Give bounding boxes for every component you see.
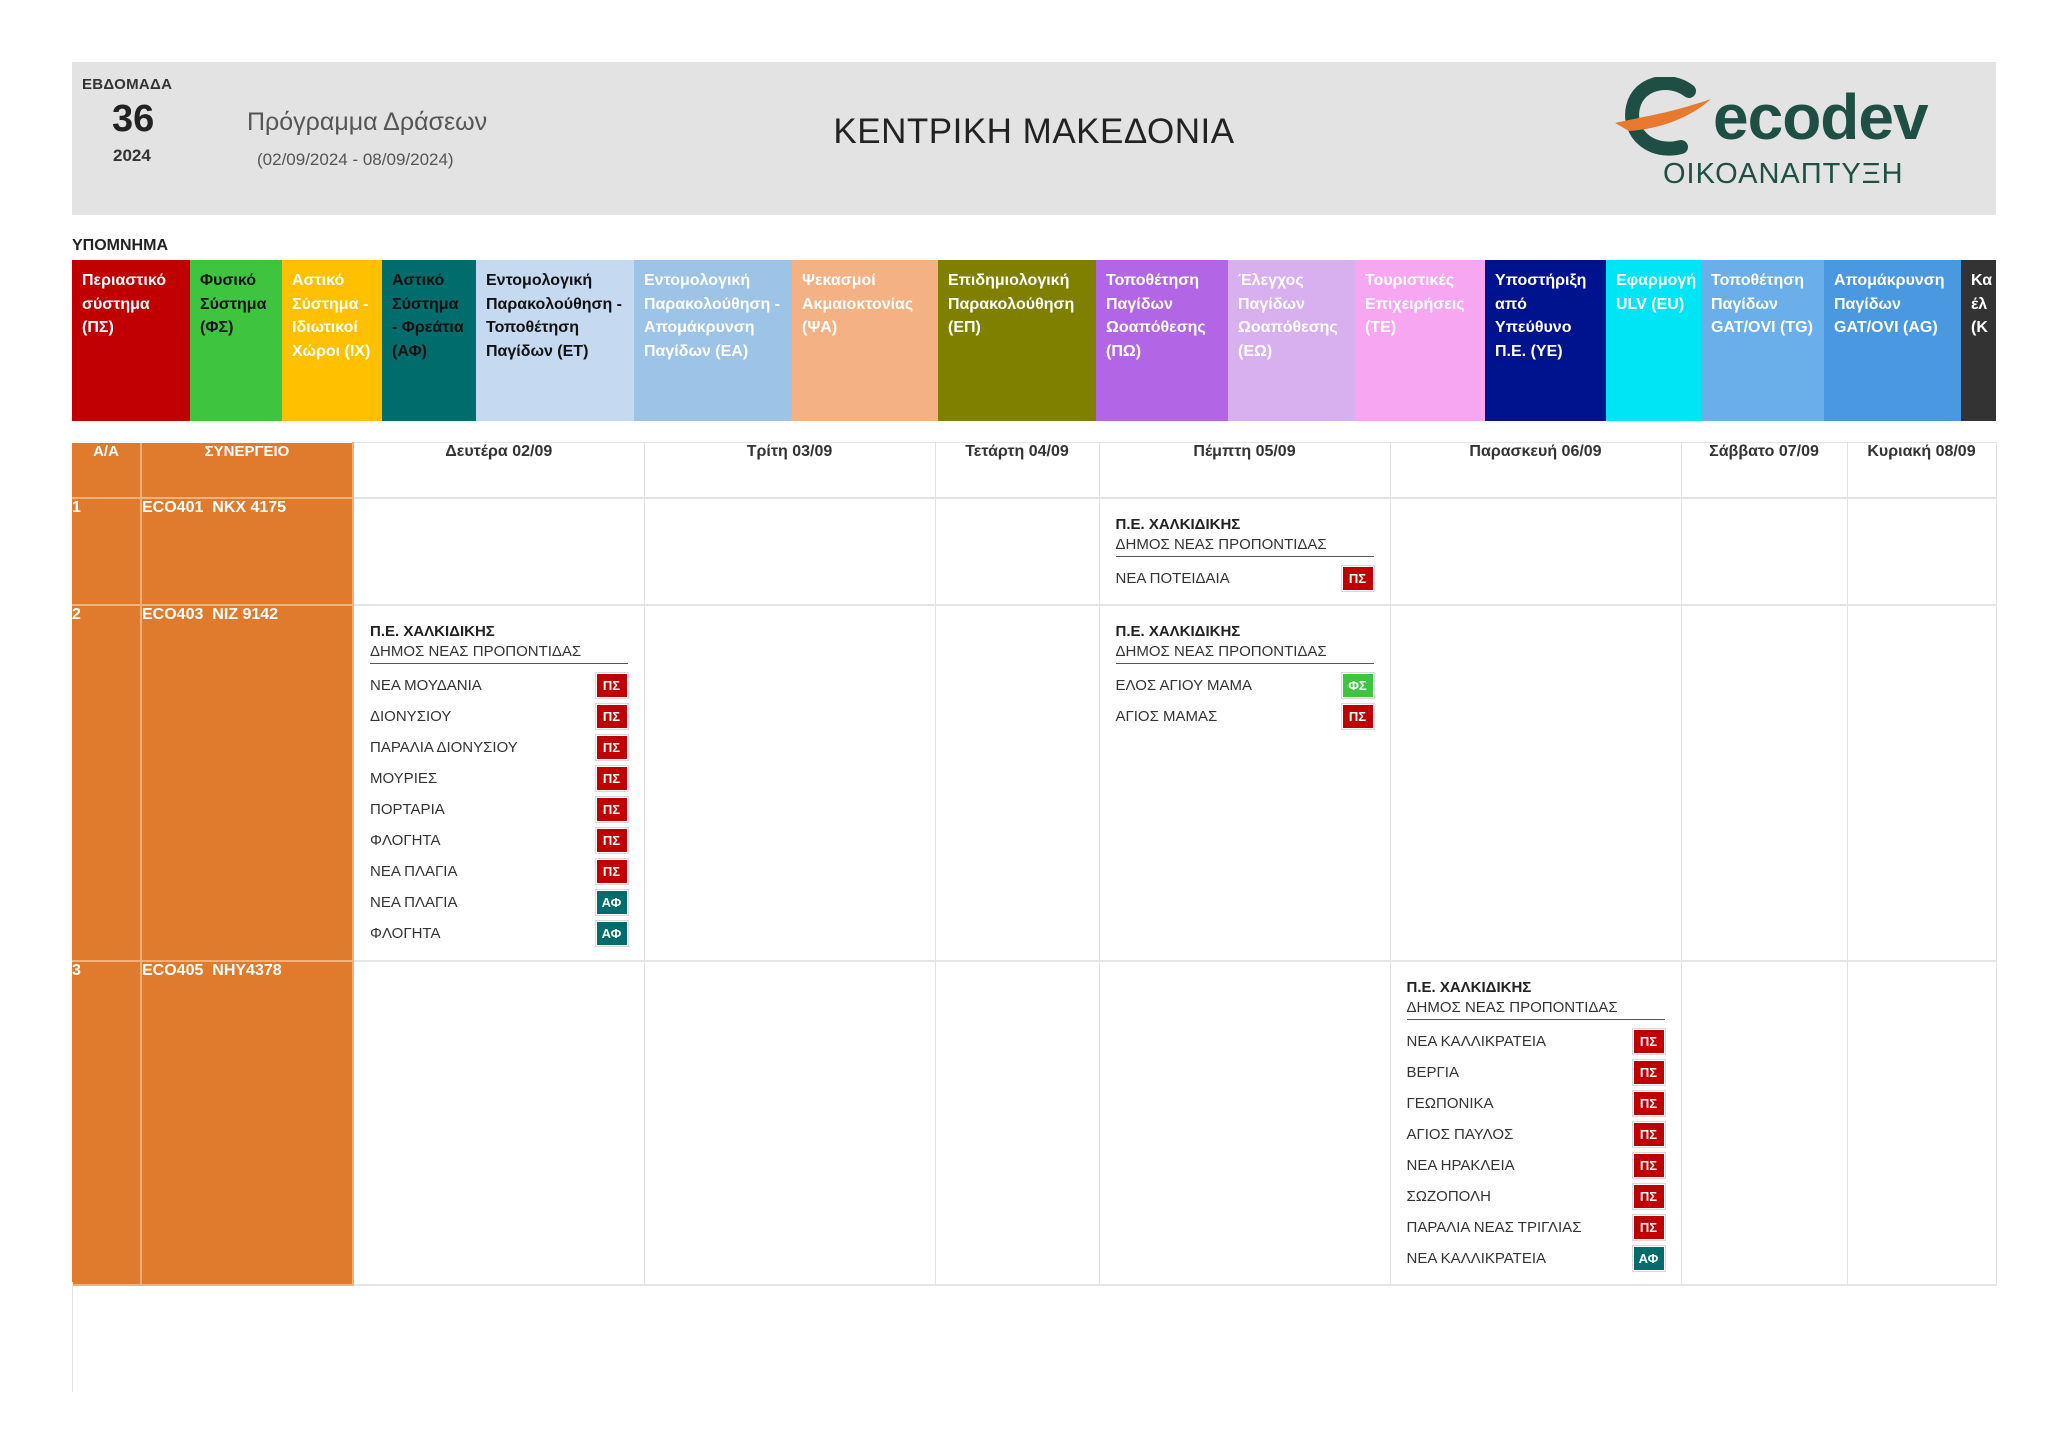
activity-code-badge: ΠΣ — [1633, 1091, 1665, 1116]
municipality-name: ΔΗΜΟΣ ΝΕΑΣ ΠΡΟΠΟΝΤΙΔΑΣ — [370, 642, 628, 664]
day-cell — [935, 498, 1099, 605]
location-name: ΝΕΑ ΚΑΛΛΙΚΡΑΤΕΙΑ — [1406, 1033, 1547, 1050]
activity-code-badge: ΦΣ — [1342, 673, 1374, 698]
grid-left-border — [72, 1282, 73, 1392]
regional-unit-name: Π.Ε. ΧΑΛΚΙΔΙΚΗΣ — [1115, 516, 1241, 533]
day-cell — [644, 961, 935, 1285]
day-cell — [1681, 961, 1847, 1285]
crew-id: ECO403 NIZ 9142 — [141, 605, 353, 961]
location-name: ΝΕΑ ΚΑΛΛΙΚΡΑΤΕΙΑ — [1406, 1250, 1547, 1267]
location-row — [1407, 1057, 1665, 1088]
activity-code-badge: ΠΣ — [1342, 566, 1374, 591]
activity-code-badge: ΠΣ — [596, 859, 628, 884]
date-range: (02/09/2024 - 08/09/2024) — [257, 150, 454, 169]
day-cell — [1390, 498, 1681, 605]
legend-item: Τοποθέτηση Παγίδων Ωοαπόθεσης (ΠΩ) — [1096, 260, 1228, 421]
location-row — [1407, 1026, 1665, 1057]
column-header-day: Δευτέρα 02/09 — [353, 443, 644, 499]
legend-item: Τοποθέτηση Παγίδων GAT/OVI (TG) — [1701, 260, 1824, 421]
column-header-day: Πέμπτη 05/09 — [1099, 443, 1390, 499]
location-name: ΑΓΙΟΣ ΠΑΥΛΟΣ — [1406, 1126, 1514, 1143]
activity-code-badge: ΑΦ — [596, 890, 628, 915]
activity-code-badge: ΠΣ — [596, 704, 628, 729]
location-name: ΝΕΑ ΠΟΤΕΙΔΑΙΑ — [1115, 570, 1230, 587]
municipality-name: ΔΗΜΟΣ ΝΕΑΣ ΠΡΟΠΟΝΤΙΔΑΣ — [1116, 642, 1374, 664]
day-cell — [1390, 961, 1681, 1285]
activity-code-badge: ΠΣ — [596, 673, 628, 698]
row-number: 1 — [72, 498, 141, 605]
region-title: ΚΕΝΤΡΙΚΗ ΜΑΚΕΔΟΝΙΑ — [833, 112, 1235, 151]
day-cell — [1847, 605, 1996, 961]
page-header — [72, 62, 1996, 215]
regional-unit-name: Π.Ε. ΧΑΛΚΙΔΙΚΗΣ — [1115, 623, 1241, 640]
program-title: Πρόγραμμα Δράσεων — [247, 108, 488, 136]
location-name: ΒΕΡΓΙΑ — [1406, 1064, 1459, 1081]
legend-item: Εφαρμογή ULV (EU) — [1606, 260, 1701, 421]
location-row — [370, 701, 628, 732]
location-row — [370, 856, 628, 887]
legend-item: Φυσικό Σύστημα (ΦΣ) — [190, 260, 282, 421]
municipality-name: ΔΗΜΟΣ ΝΕΑΣ ΠΡΟΠΟΝΤΙΔΑΣ — [1116, 535, 1374, 557]
day-cell — [1099, 498, 1390, 605]
schedule-block — [1116, 622, 1374, 732]
crew-id: ECO405 NHY4378 — [141, 961, 353, 1285]
schedule-block — [1407, 978, 1665, 1274]
activity-code-badge: ΠΣ — [1633, 1153, 1665, 1178]
legend-item: Εντομολογική Παρακολούθηση - Απομάκρυνση Παγίδων (ΕΑ) — [634, 260, 792, 421]
activity-code-badge: ΑΦ — [1633, 1246, 1665, 1271]
location-row — [1116, 701, 1374, 732]
location-row — [370, 794, 628, 825]
day-cell — [1681, 498, 1847, 605]
logo-subtitle: ΟΙΚΟΑΝΑΠΤΥΞΗ — [1663, 158, 1904, 190]
legend-item: Περιαστικό σύστημα (ΠΣ) — [72, 260, 190, 421]
location-row — [370, 670, 628, 701]
location-row — [370, 825, 628, 856]
location-name: ΝΕΑ ΗΡΑΚΛΕΙΑ — [1406, 1157, 1515, 1174]
location-row — [370, 887, 628, 918]
location-row — [1116, 563, 1374, 594]
column-header-day: Τρίτη 03/09 — [644, 443, 935, 499]
activity-code-badge: ΠΣ — [1342, 704, 1374, 729]
location-name: ΜΟΥΡΙΕΣ — [370, 770, 438, 787]
activity-code-badge: ΠΣ — [1633, 1029, 1665, 1054]
row-number: 3 — [72, 961, 141, 1285]
day-cell — [353, 605, 644, 961]
location-name: ΓΕΩΠΟΝΙΚΑ — [1406, 1095, 1494, 1112]
location-name: ΠΟΡΤΑΡΙΑ — [370, 801, 445, 818]
location-row — [1407, 1150, 1665, 1181]
schedule-block — [370, 622, 628, 949]
location-name: ΔΙΟΝΥΣΙΟΥ — [370, 708, 452, 725]
activity-code-badge: ΠΣ — [1633, 1215, 1665, 1240]
ecodev-logo-icon — [1611, 77, 1721, 167]
legend-item: Αστικό Σύστημα - Ιδιωτικοί Χώροι (ΙΧ) — [282, 260, 382, 421]
location-name: ΝΕΑ ΠΛΑΓΙΑ — [370, 894, 458, 911]
municipality-name: ΔΗΜΟΣ ΝΕΑΣ ΠΡΟΠΟΝΤΙΔΑΣ — [1407, 998, 1665, 1020]
location-name: ΦΛΟΓΗΤΑ — [370, 925, 441, 942]
location-row — [1116, 670, 1374, 701]
activity-code-badge: ΠΣ — [1633, 1122, 1665, 1147]
activity-code-badge: ΠΣ — [596, 828, 628, 853]
row-number: 2 — [72, 605, 141, 961]
legend-item: Αστικό Σύστημα - Φρεάτια (ΑΦ) — [382, 260, 476, 421]
legend-item: Τουριστικές Επιχειρήσεις (ΤΕ) — [1355, 260, 1485, 421]
day-cell — [644, 605, 935, 961]
location-name: ΝΕΑ ΜΟΥΔΑΝΙΑ — [370, 677, 482, 694]
day-cell — [1099, 605, 1390, 961]
location-name: ΦΛΟΓΗΤΑ — [370, 832, 441, 849]
column-header-day: Σάββατο 07/09 — [1681, 443, 1847, 499]
location-row — [370, 918, 628, 949]
location-name: ΠΑΡΑΛΙΑ ΔΙΟΝΥΣΙΟΥ — [370, 739, 518, 756]
location-row — [1407, 1088, 1665, 1119]
column-header-day: Παρασκευή 06/09 — [1390, 443, 1681, 499]
table-row — [72, 498, 1996, 605]
table-row — [72, 605, 1996, 961]
regional-unit-name: Π.Ε. ΧΑΛΚΙΔΙΚΗΣ — [1406, 979, 1532, 996]
activity-code-badge: ΠΣ — [1633, 1060, 1665, 1085]
day-cell — [1390, 605, 1681, 961]
legend-item: Επιδημιολογική Παρακολούθηση (ΕΠ) — [938, 260, 1096, 421]
activity-code-badge: ΠΣ — [596, 766, 628, 791]
column-header-crew: ΣΥΝΕΡΓΕΙΟ — [141, 443, 353, 499]
schedule-table — [72, 442, 1997, 1286]
day-cell — [353, 961, 644, 1285]
legend-item: Υποστήριξη από Υπεύθυνο Π.Ε. (ΥΕ) — [1485, 260, 1606, 421]
week-label: ΕΒΔΟΜΑΔΑ — [82, 76, 173, 93]
legend-item: Απομάκρυνση Παγίδων GAT/OVI (AG) — [1824, 260, 1961, 421]
location-row — [1407, 1119, 1665, 1150]
location-name: ΠΑΡΑΛΙΑ ΝΕΑΣ ΤΡΙΓΛΙΑΣ — [1406, 1219, 1582, 1236]
schedule-block — [1116, 515, 1374, 594]
legend-item: Κα έλ (Κ — [1961, 260, 1996, 421]
day-cell — [1847, 961, 1996, 1285]
activity-code-badge: ΠΣ — [596, 797, 628, 822]
legend — [72, 260, 1996, 421]
location-name: ΝΕΑ ΠΛΑΓΙΑ — [370, 863, 458, 880]
day-cell — [1681, 605, 1847, 961]
week-year: 2024 — [113, 146, 151, 165]
activity-code-badge: ΠΣ — [596, 735, 628, 760]
day-cell — [353, 498, 644, 605]
crew-id: ECO401 NKX 4175 — [141, 498, 353, 605]
table-header-row — [72, 443, 1996, 499]
location-row — [1407, 1243, 1665, 1274]
day-cell — [1099, 961, 1390, 1285]
day-cell — [935, 605, 1099, 961]
schedule-grid — [72, 442, 1996, 1286]
day-cell — [644, 498, 935, 605]
legend-item: Εντομολογική Παρακολούθηση - Τοποθέτηση Παγίδων (ΕΤ) — [476, 260, 634, 421]
column-header-day: Τετάρτη 04/09 — [935, 443, 1099, 499]
day-cell — [935, 961, 1099, 1285]
location-name: ΣΩΖΟΠΟΛΗ — [1406, 1188, 1491, 1205]
legend-item: Ψεκασμοί Ακμαιοκτονίας (ΨΑ) — [792, 260, 938, 421]
logo-word: ecodev — [1713, 81, 1928, 153]
table-row — [72, 961, 1996, 1285]
location-row — [1407, 1181, 1665, 1212]
legend-item: Έλεγχος Παγίδων Ωοαπόθεσης (ΕΩ) — [1228, 260, 1355, 421]
activity-code-badge: ΠΣ — [1633, 1184, 1665, 1209]
location-name: ΑΓΙΟΣ ΜΑΜΑΣ — [1115, 708, 1218, 725]
legend-title: ΥΠΟΜΝΗΜΑ — [72, 237, 168, 254]
column-header-day: Κυριακή 08/09 — [1847, 443, 1996, 499]
location-row — [370, 732, 628, 763]
activity-code-badge: ΑΦ — [596, 921, 628, 946]
location-name: ΕΛΟΣ ΑΓΙΟΥ ΜΑΜΑ — [1115, 677, 1253, 694]
location-row — [370, 763, 628, 794]
ecodev-logo — [1611, 72, 1971, 202]
regional-unit-name: Π.Ε. ΧΑΛΚΙΔΙΚΗΣ — [370, 623, 495, 640]
week-number: 36 — [112, 98, 155, 140]
day-cell — [1847, 498, 1996, 605]
column-header-aa: Α/Α — [72, 443, 141, 499]
location-row — [1407, 1212, 1665, 1243]
